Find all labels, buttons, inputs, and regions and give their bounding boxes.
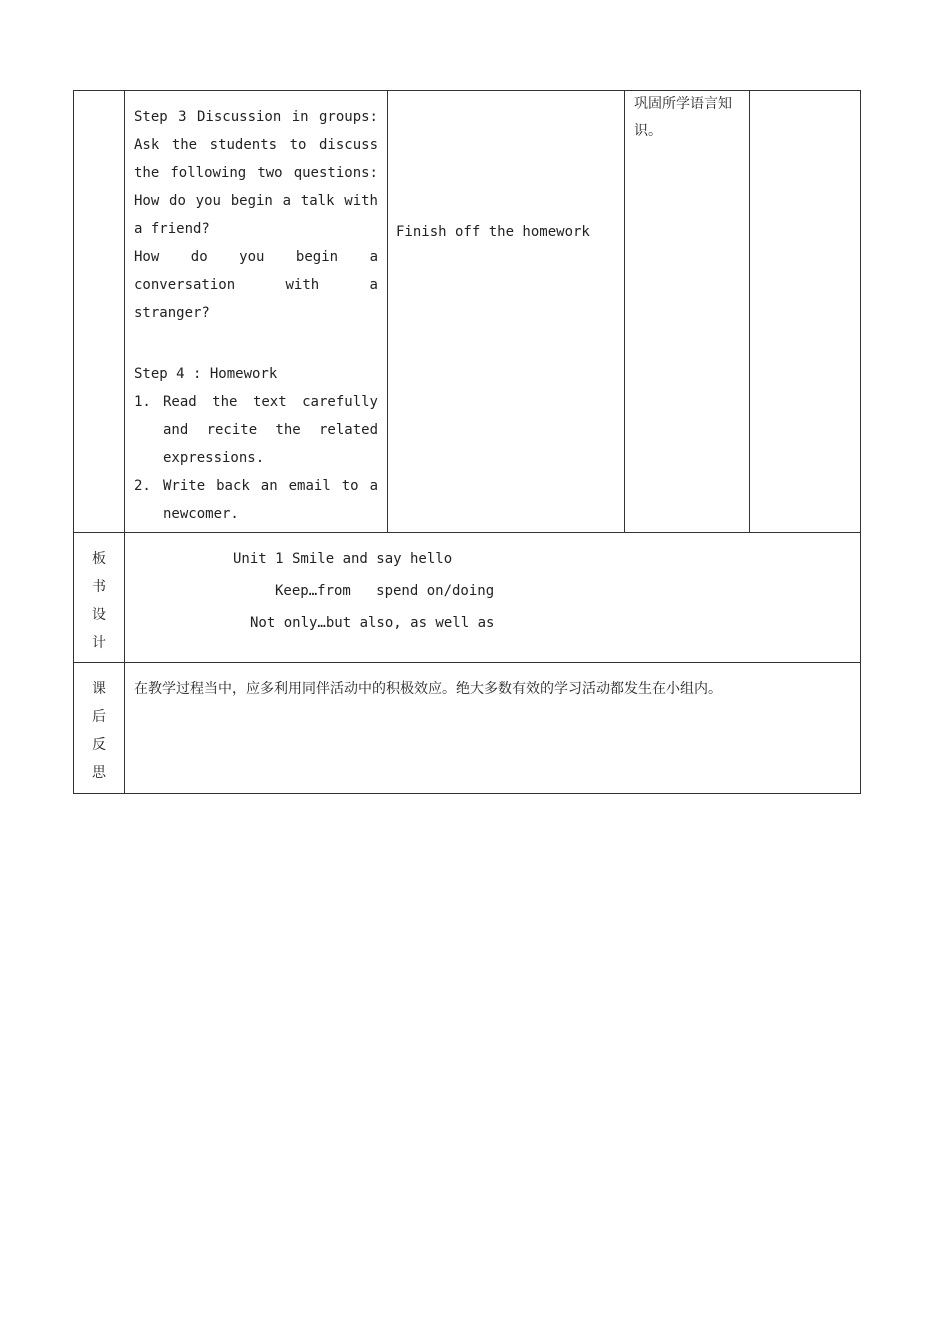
board-line-phrases-2: Not only…but also, as well as	[250, 615, 495, 631]
homework-text: Read the text carefully and recite the related expressions.	[163, 394, 378, 466]
activity-text: Finish off the homework	[396, 223, 590, 240]
reflection-text: 在教学过程当中，应多利用同伴活动中的积极效应。绝大多数有效的学习活动都发生在小组内。	[134, 681, 722, 697]
step3-line-3: the following two questions:	[134, 165, 378, 181]
spacer	[134, 327, 378, 360]
homework-text: Write back an email to a newcomer.	[163, 478, 378, 522]
reflection-content	[125, 663, 861, 794]
purpose-text: 巩固所学语言知识。	[634, 96, 732, 139]
board-design-label: 板 书 设 计	[74, 533, 125, 663]
board-line-phrases: Keep…from spend on/doing	[275, 583, 495, 599]
step3-line-5: a friend?	[134, 221, 210, 237]
step4-title: Step 4 : Homework	[134, 366, 278, 382]
homework-number: 1.	[134, 394, 151, 410]
homework-item	[134, 472, 378, 528]
steps-row	[74, 91, 861, 533]
design-purpose-cell	[625, 91, 750, 533]
step3-line-2: Ask the students to discuss	[134, 137, 378, 153]
homework-item	[134, 388, 378, 472]
step3-line-7: conversation with a stranger?	[134, 277, 378, 321]
board-design-content	[125, 533, 861, 663]
teaching-steps-cell	[125, 91, 388, 533]
step3-line-1: Step 3 Discussion in groups:	[134, 109, 378, 125]
board-line-unit-title: Unit 1 Smile and say hello	[233, 551, 453, 567]
reflection-row	[74, 663, 861, 794]
empty-notes-cell	[750, 91, 861, 533]
board-design-row	[74, 533, 861, 663]
step3-line-4: How do you begin a talk with	[134, 193, 378, 209]
student-activity-cell	[388, 91, 625, 533]
empty-label-cell	[74, 91, 125, 533]
homework-list	[134, 388, 378, 528]
reflection-label: 课 后 反 思	[74, 663, 125, 794]
homework-number: 2.	[134, 478, 151, 494]
step3-line-6: How do you begin a	[134, 249, 378, 265]
lesson-plan-table	[73, 90, 861, 794]
